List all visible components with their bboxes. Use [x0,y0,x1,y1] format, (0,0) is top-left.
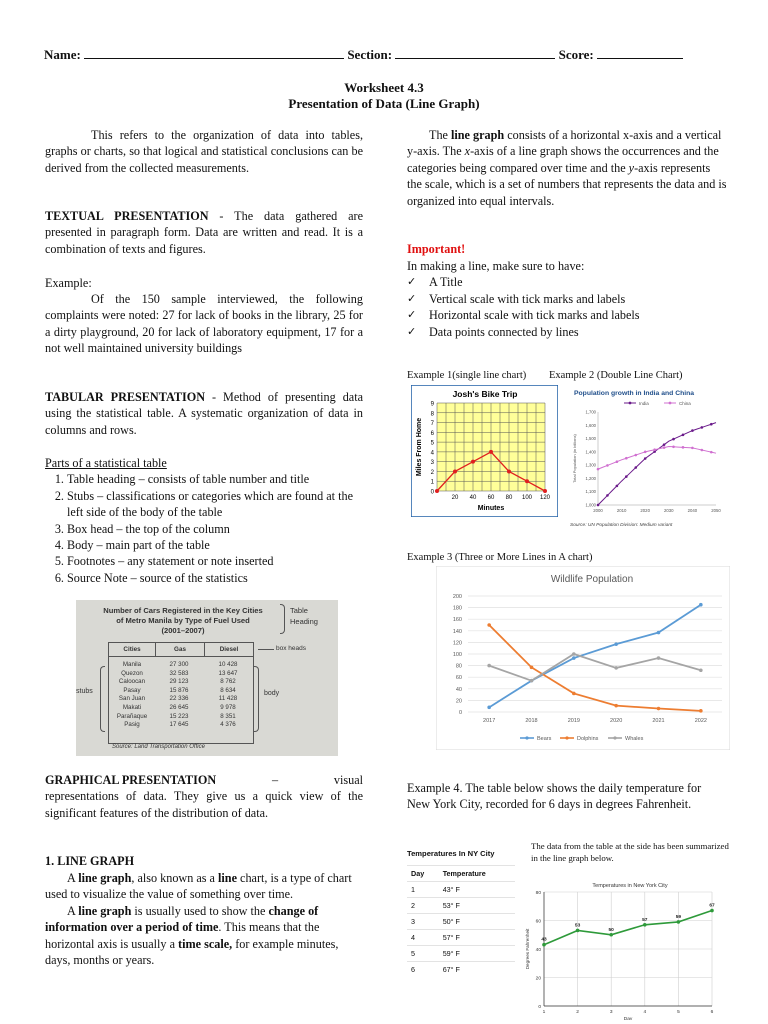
parts-list [45,471,363,586]
data-point [572,652,576,656]
score-blank[interactable] [597,46,683,59]
data-point [643,923,647,927]
y-tick-label: 0 [458,710,462,716]
stubs-brace [100,666,105,732]
label-heading: Heading [290,617,318,626]
table-row [109,678,253,687]
text-run: is usually used to show the [131,904,269,918]
example-label: Example: [45,276,92,290]
column-header: Gas [156,643,205,656]
table-row [109,704,253,713]
example-text: Of the 150 sample interviewed, the following complaints were noted: 27 for lack of books in the library, 25 for a dirty playground, 20 for lack of laboratory equipment, 17 for a not well maintained university buildings [45,292,363,356]
photo-title-line: (2001–2007) [161,626,205,635]
legend-label: Dolphins [577,736,599,742]
data-label: 67 [709,903,715,909]
list-item: 3. Box head – the top of the column [67,521,363,537]
section-blank[interactable] [395,46,555,59]
data-point [487,623,491,627]
table-cell: Parañaque [116,712,148,720]
x-tick-label: 4 [643,1010,647,1015]
data-point [644,451,647,454]
y-tick-label: 1,000 [585,502,596,508]
data-point [634,466,637,469]
x-tick-label: 40 [469,495,477,501]
photo-table-source: Source: Land Transportation Office [112,744,205,750]
y-axis-label: Degrees Fahrenheit [525,928,530,970]
y-tick-label: 0 [430,489,434,496]
table-cell: 53° F [439,898,515,914]
table-cell: Quezon [121,669,143,677]
y-tick-label: 60 [455,675,462,682]
important-label: Important! [407,242,466,256]
josh-bike-trip-chart [411,385,558,517]
table-cell: 57° F [439,930,515,946]
text-run: -axis of a line graph shows the occurrences and the categories being compared over time and the [407,144,719,175]
data-point [691,447,694,450]
x-tick-label: 2019 [567,718,580,724]
data-point [699,603,703,607]
data-point [487,664,491,668]
photo-title-line: Number of Cars Registered in the Key Cities [103,606,263,615]
legend-label: Whales [625,736,644,742]
y-tick-label: 1,200 [585,475,596,481]
data-point [699,709,703,713]
x-tick-label: 2021 [652,718,665,724]
data-point [672,438,675,441]
list-item: ✓ Data points connected by lines [407,324,727,340]
worksheet-subtitle: Presentation of Data (Line Graph) [288,96,480,111]
y-tick-label: 180 [452,605,462,612]
table-cell: 6 [407,962,439,978]
y-tick-label: 9 [430,401,434,408]
chart-frame [436,566,730,750]
line-graph-paragraph-2 [45,903,363,969]
worksheet-title-block [0,80,768,112]
y-tick-label: 7 [430,421,434,428]
x-tick-label: 2018 [525,718,538,724]
list-item: ✓ Horizontal scale with tick marks and labels [407,307,727,323]
y-tick-label: 1,500 [585,436,596,442]
table-cell: 29 123 [169,678,189,686]
text-run: x [464,144,471,159]
data-point [435,489,439,493]
list-item: ✓ A Title [407,274,727,290]
y-tick-label: 20 [455,698,462,705]
y-axis-label: Miles From Home [416,417,423,477]
list-item: ✓ Vertical scale with tick marks and labels [407,291,727,307]
y-tick-label: 200 [452,594,462,600]
y-tick-label: 1,700 [585,409,596,415]
y-tick-label: 40 [535,948,541,953]
score-label: Score: [558,47,594,62]
y-tick-label: 160 [452,617,462,624]
textual-heading: TEXTUAL PRESENTATION [45,209,209,223]
x-tick-label: 2000 [593,508,603,513]
text-run: line graph [78,904,132,918]
table-cell: 22 336 [169,695,189,703]
wildlife-population-chart [436,566,730,750]
statistical-table-photo [76,600,338,756]
table-cell: Makati [122,703,142,711]
example4-text: Example 4. The table below shows the daily temperature for New York City, recorded for 6 days in degrees Fahrenheit. [407,781,702,812]
data-point [691,429,694,432]
y-tick-label: 1,600 [585,422,596,428]
y-tick-label: 6 [430,430,434,437]
x-tick-label: 2020 [640,508,650,513]
list-item: 4. Body – main part of the table [67,537,363,553]
table-cell: 9 978 [220,703,236,711]
table-cell: 8 762 [220,678,236,686]
chart-title: Josh's Bike Trip [452,389,518,399]
text-run: line graph [451,128,505,142]
box-head-arrow [258,649,274,650]
table-cell: 8 351 [220,712,236,720]
x-tick-label: 2020 [610,718,623,724]
data-point [572,656,576,660]
y-tick-label: 3 [430,460,434,467]
graphical-presentation [45,772,363,821]
data-point [644,457,647,460]
table-cell: Pasig [124,721,140,729]
chart-title: Temperatures in New York City [592,883,668,889]
checklist-section [407,258,727,340]
data-point [614,642,618,646]
table-cell: 15 223 [169,712,189,720]
list-item: 6. Source Note – source of the statistics [67,570,363,586]
x-tick-label: 20 [451,495,459,501]
data-point [489,450,493,454]
table-row [109,721,253,730]
parts-title: Parts of a statistical table [45,456,167,470]
data-point [606,464,609,467]
list-item: 5. Footnotes – any statement or note inserted [67,553,363,569]
x-tick-label: 2 [576,1010,579,1015]
y-tick-label: 40 [455,686,462,693]
photo-table-body [109,657,253,730]
text-run: , also known as a [131,871,219,885]
graphical-first-line [45,772,363,788]
table-cell: 3 [407,914,439,930]
line-graph-heading: 1. LINE GRAPH [45,854,135,868]
checklist-intro: In making a line, make sure to have: [407,259,585,273]
x-tick-label: 5 [677,1010,680,1015]
text-run: for example minutes, days, months or years. [45,936,339,968]
student-info-line [44,46,744,63]
body-brace [254,666,259,732]
data-point [625,475,628,478]
series-line [544,911,712,945]
legend-label: China [679,401,691,406]
table-cell: 15 876 [169,686,189,694]
tabular-body: - Method of presenting data using the statistical table. A systematic organization of data in columns and rows. [45,390,363,437]
table-row [109,687,253,696]
y-tick-label: 80 [535,891,541,896]
data-point [625,457,628,460]
legend-marker [525,736,528,739]
table-cell: 32 583 [169,669,189,677]
label-stubs: stubs [76,688,93,695]
ny-table-title: Temperatures In NY City [407,849,495,858]
label-box-heads: box heads [276,645,306,652]
table-row [109,661,253,670]
data-label: 57 [642,917,648,923]
y-tick-label: 8 [430,411,434,418]
data-label: 59 [675,914,682,920]
data-point [672,446,675,449]
data-point [657,656,661,660]
y-tick-label: 1 [430,479,434,486]
table-row [407,898,515,914]
checklist [407,274,727,340]
data-point [542,943,546,947]
table-cell: 26 645 [169,703,189,711]
graphical-heading: GRAPHICAL PRESENTATION [45,773,217,787]
photo-title-line: of Metro Manila by Type of Fuel Used [116,616,250,625]
legend-label: India [639,401,649,406]
legend-marker [565,736,568,739]
y-tick-label: 2 [430,469,434,476]
table-cell: 11 428 [218,695,238,703]
table-row [407,962,515,978]
data-point [663,446,666,449]
data-point [616,485,619,488]
list-item: 1. Table heading – consists of table number and title [67,471,363,487]
table-row [109,695,253,704]
x-axis-label: Minutes [477,505,505,512]
name-blank[interactable] [84,46,344,59]
list-item: 2. Stubs – classifications or categories which are found at the left side of the body of the table [67,488,363,521]
text-run: -axis represents the scale, which is a set of numbers that represents the data and is organized into equal intervals. [407,160,727,208]
y-tick-label: 100 [452,652,462,658]
x-tick-label: 80 [505,495,513,501]
table-cell: 10 428 [218,661,238,668]
x-tick-label: 60 [487,495,495,501]
data-point [663,443,666,446]
graphical-visual: visual [333,773,363,787]
photo-table-header [109,643,253,657]
legend-label: Bears [537,736,552,742]
text-run: chart, is a type of chart used to visualize the value of something over time. [45,871,352,902]
y-tick-label: 60 [535,919,541,925]
data-point [677,920,681,924]
ny-temperature-chart [520,874,722,1020]
label-body: body [264,690,280,697]
y-tick-label: 80 [455,663,462,670]
y-tick-label: 4 [430,450,434,457]
table-cell: 2 [407,898,439,914]
data-point [710,423,713,426]
table-cell: 8 634 [220,686,236,694]
tabular-heading: TABULAR PRESENTATION [45,390,206,404]
table-row [407,914,515,930]
data-point [576,929,580,933]
data-point [699,668,703,672]
table-cell: 27 300 [169,661,189,668]
parts-section [45,455,363,586]
x-tick-label: 2010 [616,508,627,513]
table-cell: 1 [407,882,439,898]
table-cell: 4 [407,930,439,946]
data-point [530,666,534,670]
chart-title: Population growth in India and China [574,390,695,397]
text-run: change of information over a period of time [45,904,319,935]
example2-caption: Example 2 (Double Line Chart) [549,370,683,381]
name-label: Name: [44,47,81,62]
heading-labels [290,605,318,627]
worksheet-title: Worksheet 4.3 [344,80,424,95]
data-point [616,460,619,463]
photo-table-title [88,606,278,636]
ny-table [407,865,515,977]
data-point [606,494,609,497]
textual-presentation [45,208,363,257]
data-point [682,446,685,449]
x-tick-label: 2022 [694,718,707,724]
text-run: time scale, [178,936,233,951]
y-tick-label: 0 [538,1005,541,1010]
example1-caption: Example 1(single line chart) [407,370,527,381]
table-row [407,882,515,898]
graphical-dash: – [272,773,279,787]
graphical-body: representations of data. They give us a quick view of the significant features of the distribution of data. [45,789,363,820]
photo-table-frame [108,642,254,744]
data-label: 53 [574,923,581,929]
data-point [487,706,491,710]
x-tick-label: 2040 [687,508,698,513]
data-point [701,449,704,452]
heading-brace [280,604,285,634]
data-label: 43 [541,937,547,943]
y-tick-label: 1,100 [585,489,596,495]
x-tick-label: 3 [609,1010,613,1015]
table-cell: 13 647 [218,669,238,677]
table-cell: 50° F [439,914,515,930]
text-run: A [67,904,79,918]
data-label: 50 [608,927,614,933]
table-cell: 59° F [439,946,515,962]
text-run: A [67,871,79,885]
x-tick-label: 120 [539,495,551,501]
table-cell: 67° F [439,962,515,978]
textual-body: - The data gathered are presented in paragraph form. Data are written and read. It is a combination of texts and figures. [45,209,363,256]
data-point [701,426,704,429]
data-point [614,666,618,670]
y-tick-label: 1,300 [585,462,596,468]
intro-paragraph: This refers to the organization of data into tables, graphs or charts, so that logical and statistical conclusions can be derived from the collected measurements. [45,128,363,175]
data-point [471,460,475,464]
text-run: The [429,128,451,142]
table-cell: 17 645 [169,721,189,729]
x-tick-label: 1 [542,1010,546,1015]
data-point [572,692,576,696]
table-cell: 5 [407,946,439,962]
data-point [507,469,511,473]
legend-marker [629,402,632,405]
table-cell: San Juan [118,695,146,703]
section-label: Section: [347,47,393,62]
data-point [682,434,685,437]
text-run: line [218,871,237,885]
series-line [598,423,716,505]
table-cell: Manila [122,661,142,668]
column-header: Cities [109,643,156,656]
y-tick-label: 5 [430,440,434,447]
chart-source-note: Source: UN Population Division: Medium variant [570,523,673,528]
label-table: Table [290,606,308,615]
ny-table-header-row [407,866,515,882]
data-point [543,489,547,493]
right-intro [407,127,727,209]
table-cell: 43° F [439,882,515,898]
x-axis-label: Day [623,1017,633,1020]
x-tick-label: 2017 [483,718,496,724]
column-header: Temperature [439,866,515,882]
column-header: Diesel [219,646,239,653]
data-point [710,451,713,454]
y-tick-label: 120 [452,640,462,647]
table-cell: Pasay [123,686,141,694]
x-tick-label: 2030 [664,508,674,513]
data-point [530,679,534,683]
x-tick-label: 6 [710,1010,714,1015]
data-point [453,469,457,473]
data-point [657,631,661,635]
table-row [109,713,253,722]
chart-title: Wildlife Population [550,574,634,585]
data-point [597,468,600,471]
y-axis-label: Total Population (in billions) [572,434,577,483]
data-point [657,707,661,711]
data-point [634,454,637,457]
ny-temperature-table [407,848,515,977]
y-tick-label: 140 [452,628,462,635]
x-tick-label: 2050 [711,508,721,513]
legend-marker [669,402,672,405]
table-row [109,670,253,679]
x-tick-label: 100 [521,495,533,501]
legend-marker [613,736,616,739]
y-tick-label: 1,400 [585,449,596,455]
table-row [407,930,515,946]
table-cell: Caloocan [118,678,146,686]
text-run: consists of a horizontal x-axis and a vertical y-axis. The [407,128,722,159]
text-run: . This means that the horizontal axis is usually a [45,920,320,951]
data-point [614,704,618,708]
y-tick-label: 20 [535,976,541,982]
example3-caption: Example 3 (Three or More Lines in A chart) [407,552,593,563]
column-header: Day [407,866,439,882]
population-growth-chart [566,385,726,531]
table-cell: 4 376 [220,721,236,729]
text-run: y [628,160,635,175]
tabular-presentation [45,389,363,438]
text-run: line graph [78,871,132,885]
data-point [609,933,613,937]
example4-note: The data from the table at the side has been summarized in the line graph below. [531,841,729,863]
table-row [407,946,515,962]
data-point [525,479,529,483]
data-point [653,448,656,451]
line-graph-paragraph-1 [45,870,363,903]
data-point [597,504,600,507]
data-point [710,909,714,913]
